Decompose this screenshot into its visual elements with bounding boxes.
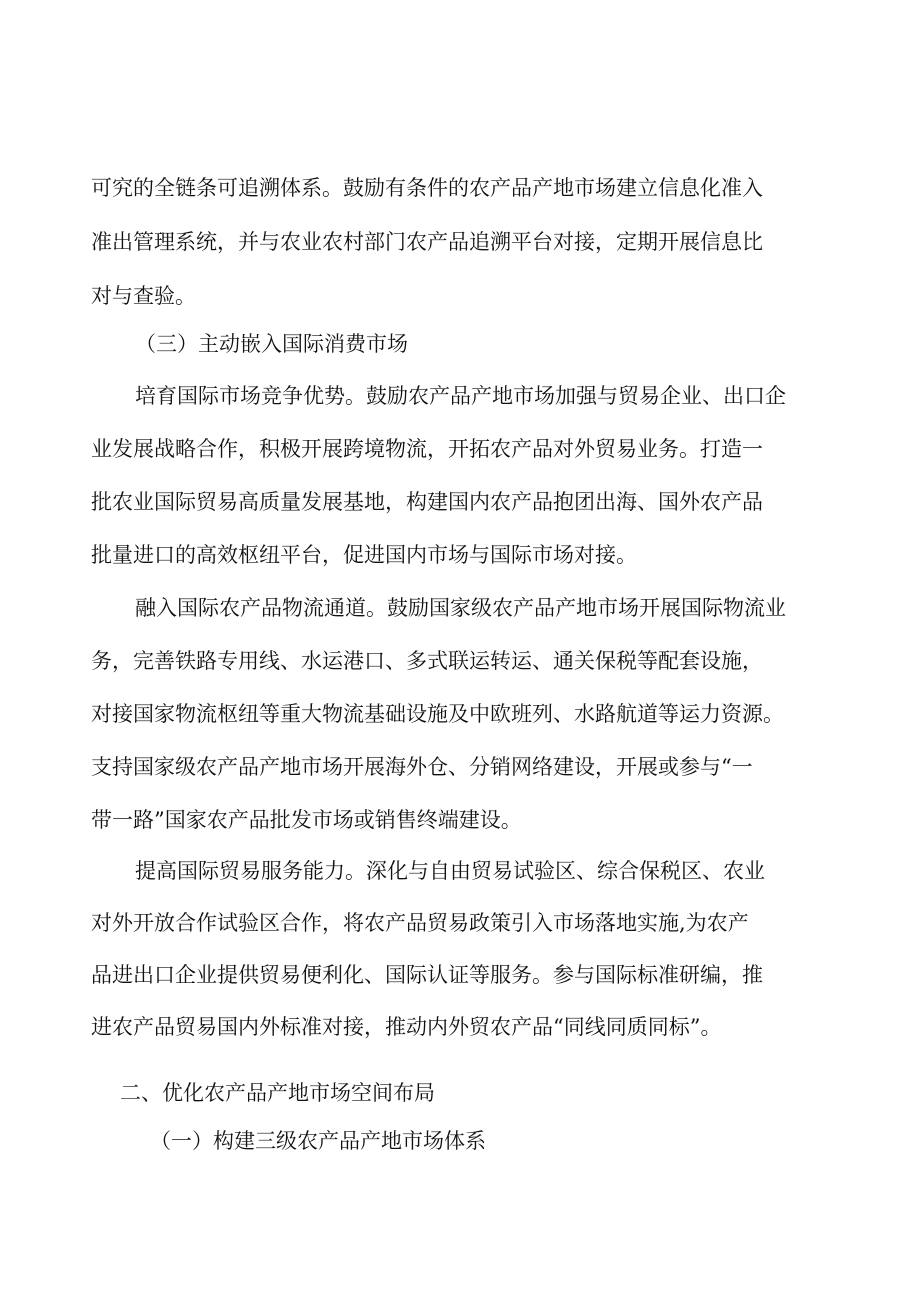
section-heading: （三）主动嵌入国际消费市场 xyxy=(135,332,408,356)
chapter-heading: 二、优化农产品产地市场空间布局 xyxy=(120,1081,435,1105)
paragraph-line: 支持国家级农产品产地市场开展海外仓、分销网络建设，开展或参与“一 xyxy=(91,755,753,779)
paragraph-line: 带一路”国家农产品批发市场或销售终端建设。 xyxy=(91,808,522,832)
paragraph-line: 批量进口的高效枢纽平台，促进国内市场与国际市场对接。 xyxy=(91,543,637,567)
paragraph-line: 对与查验。 xyxy=(91,284,196,308)
paragraph-line: 务，完善铁路专用线、水运港口、多式联运转运、通关保税等配套设施， xyxy=(91,649,763,673)
paragraph-line: 对接国家物流枢纽等重大物流基础设施及中欧班列、水路航道等运力资源。 xyxy=(91,702,784,726)
section-heading: （一）构建三级农产品产地市场体系 xyxy=(150,1129,486,1153)
paragraph-line: 培育国际市场竞争优势。鼓励农产品产地市场加强与贸易企业、出口企 xyxy=(135,384,786,408)
paragraph-line: 准出管理系统，并与农业农村部门农产品追溯平台对接，定期开展信息比 xyxy=(91,230,763,254)
paragraph-line: 对外开放合作试验区合作，将农产品贸易政策引入市场落地实施,为农产 xyxy=(91,911,749,935)
paragraph-line: 批农业国际贸易高质量发展基地，构建国内农产品抱团出海、国外农产品 xyxy=(91,490,763,514)
paragraph-line: 融入国际农产品物流通道。鼓励国家级农产品产地市场开展国际物流业 xyxy=(135,596,786,620)
paragraph-line: 可究的全链条可追溯体系。鼓励有条件的农产品产地市场建立信息化准入 xyxy=(91,176,763,200)
paragraph-line: 进农产品贸易国内外标准对接，推动内外贸农产品“同线同质同标”。 xyxy=(91,1015,722,1039)
paragraph-line: 提高国际贸易服务能力。深化与自由贸易试验区、综合保税区、农业 xyxy=(135,859,765,883)
paragraph-line: 业发展战略合作，积极开展跨境物流，开拓农产品对外贸易业务。打造一 xyxy=(91,437,763,461)
paragraph-line: 品进出口企业提供贸易便利化、国际认证等服务。参与国际标准研编，推 xyxy=(91,963,763,987)
